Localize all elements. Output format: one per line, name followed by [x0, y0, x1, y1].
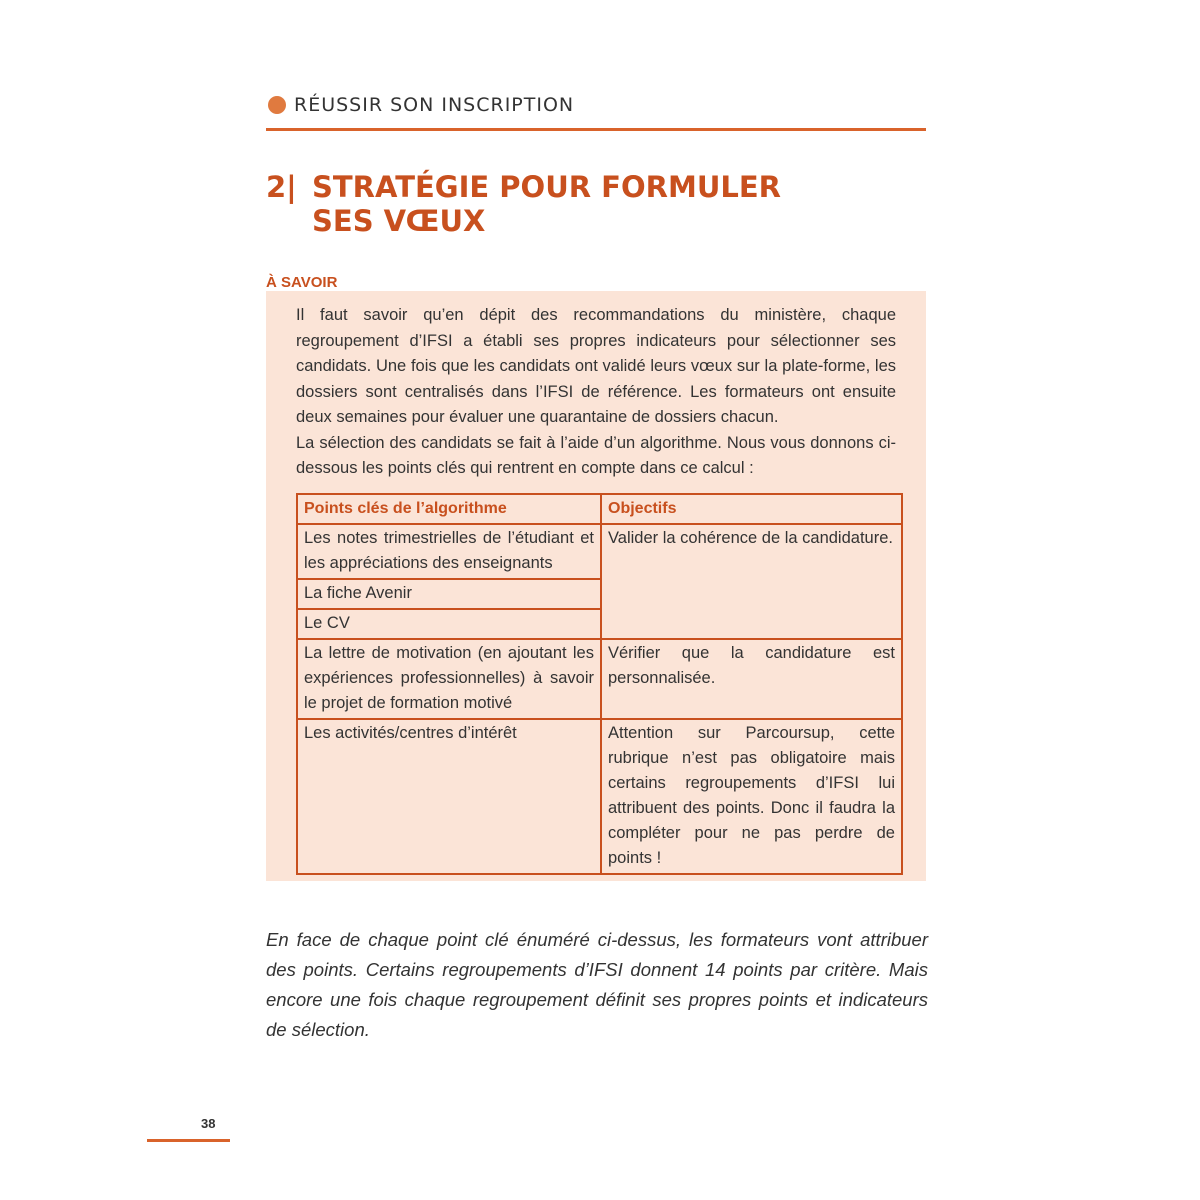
table-header-objectives: Objectifs — [601, 494, 902, 524]
closing-paragraph: En face de chaque point clé énuméré ci-dessus, les formateurs vont attribuer des points. Certains regroupements d’IFSI donnent 14 points par critère. Mais encore une fois chaque regroupement définit ses propres points et indicateurs de sélection. — [266, 929, 928, 1040]
table-cell-objective: Attention sur Parcoursup, cette rubrique n’est pas obligatoire mais certains regroupements d’IFSI lui attribuent des points. Donc il faudra la compléter pour ne pas perdre de points ! — [601, 719, 902, 874]
table-header-row — [297, 494, 902, 524]
page-number-rule — [147, 1139, 230, 1142]
page-number: 38 — [201, 1116, 216, 1131]
table-row — [297, 639, 902, 719]
page-title-line2: SES VŒUX — [312, 204, 486, 238]
table-header-points: Points clés de l’algorithme — [297, 494, 601, 524]
table-cell-point: La fiche Avenir — [297, 579, 601, 609]
section-title: RÉUSSIR SON INSCRIPTION — [294, 94, 575, 116]
savoir-paragraph-2: La sélection des candidats se fait à l’aide d’un algorithme. Nous vous donnons ci-dessous les points clés qui rentrent en compte dans ce calcul : — [296, 433, 896, 477]
page-title-line1: STRATÉGIE POUR FORMULER — [312, 170, 781, 204]
page-title — [312, 170, 872, 238]
table-cell-point: Les activités/centres d’intérêt — [297, 719, 601, 874]
table-cell-point: Le CV — [297, 609, 601, 639]
savoir-label: À SAVOIR — [266, 274, 338, 291]
table-row — [297, 524, 902, 579]
bullet-dot-icon — [268, 96, 286, 114]
table-row — [297, 719, 902, 874]
section-header — [266, 92, 926, 131]
table-cell-objective: Vérifier que la candidature est personnalisée. — [601, 639, 902, 719]
chapter-number: 2| — [266, 170, 297, 204]
table-cell-point: La lettre de motivation (en ajoutant les expériences professionnelles) à savoir le projet de formation motivé — [297, 639, 601, 719]
table-cell-point: Les notes trimestrielles de l’étudiant et les appréciations des enseignants — [297, 524, 601, 579]
algorithm-table — [296, 493, 903, 875]
table-cell-objective: Valider la cohérence de la candidature. — [601, 524, 902, 639]
savoir-paragraph-1: Il faut savoir qu’en dépit des recommandations du ministère, chaque regroupement d’IFSI a établi ses propres indicateurs pour sélectionner ses candidats. Une fois que les candidats ont validé leurs vœux sur la plate-forme, les dossiers sont centralisés dans l’IFSI de référence. Les formateurs ont ensuite deux semaines pour évaluer une quarantaine de dossiers chacun. — [296, 306, 896, 426]
savoir-text — [296, 303, 896, 482]
